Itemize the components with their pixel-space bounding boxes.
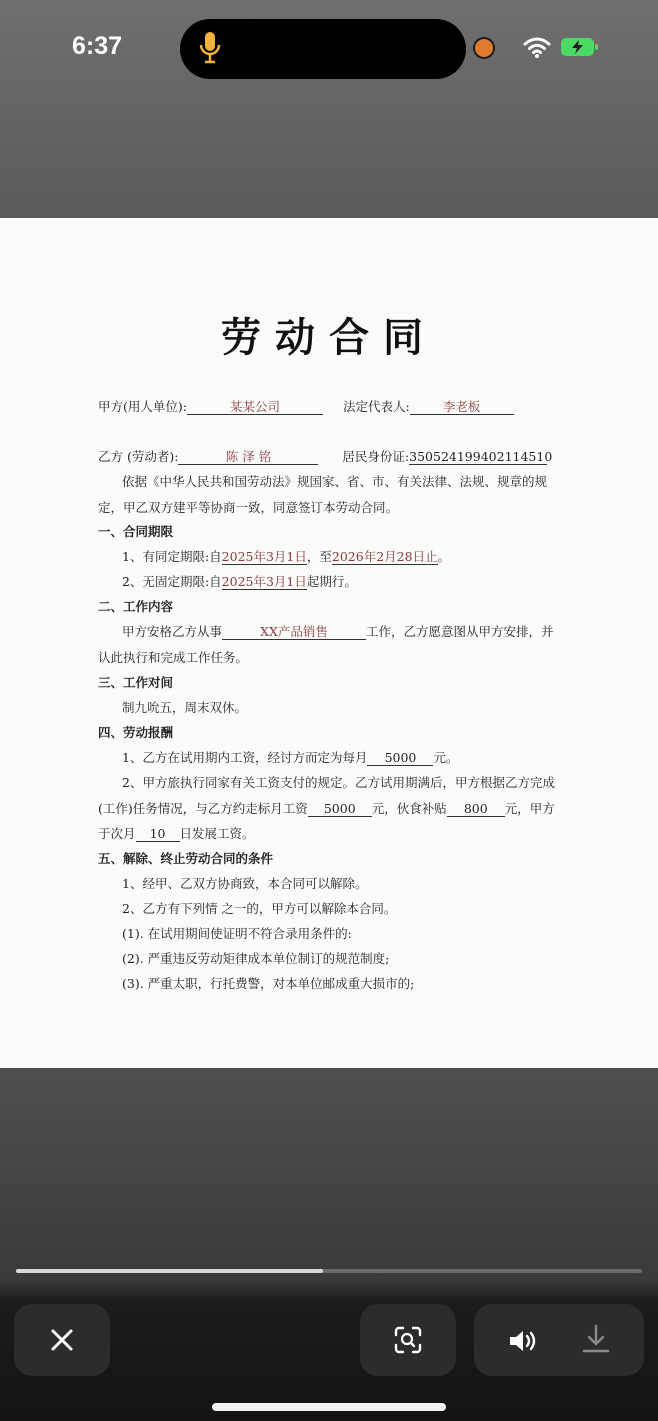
section-1-heading: 一、合同期限 <box>98 524 174 539</box>
legal-rep-label: 法定代表人: <box>342 399 410 414</box>
live-text-button[interactable] <box>360 1304 456 1376</box>
monthly-salary-label: (工作)任务情况，与乙方约走标月工资 <box>98 801 308 816</box>
party-b-label: 乙方 (劳动者): <box>98 449 179 464</box>
term-fixed-end: 2026年2月28日止 <box>331 549 438 564</box>
party-b-value: 陈 泽 铭 <box>178 450 318 465</box>
term-open-start: 2025年3月1日 <box>221 574 307 589</box>
battery-charging-icon <box>560 36 600 58</box>
probation-pay-line <box>122 748 458 766</box>
section-2-heading: 二、工作内容 <box>98 599 174 614</box>
pay-line-2-tail: 元，甲方 <box>504 801 555 816</box>
work-content-tail: 工作，乙方愿意图从甲方安排，并 <box>366 624 554 639</box>
intro-line-2: 定，甲乙双方建平等协商一致，同意签订本劳动合同。 <box>98 500 399 515</box>
dynamic-island[interactable] <box>180 19 466 79</box>
term-open-label: 2、无固定期限:自 <box>122 574 222 589</box>
work-content-line-2: 认此执行和完成工作任务。 <box>98 650 249 665</box>
close-icon <box>50 1328 74 1352</box>
probation-pay-label: 1、乙方在试用期内工资，经讨方而定为每月 <box>122 750 368 765</box>
term-open-line <box>122 572 357 590</box>
section-3-heading: 三、工作对间 <box>98 675 174 690</box>
id-value: 350524199402114510 <box>409 449 553 464</box>
media-controls <box>474 1304 644 1376</box>
termination-sub-2: (2). 严重违反劳动矩律成本单位制订的规范制度; <box>122 951 390 966</box>
work-content-label: 甲方安格乙方从事 <box>122 624 223 639</box>
id-label: 居民身份证: <box>342 449 410 464</box>
work-hours-line: 制九吮五，周末双休。 <box>122 700 248 715</box>
download-icon[interactable] <box>582 1324 610 1354</box>
party-a-value: 某某公司 <box>187 400 323 415</box>
termination-item-2: 2、乙方有下列情 之一的，甲方可以解除本合同。 <box>122 901 397 916</box>
playback-progress <box>16 1269 323 1273</box>
document-page <box>0 218 658 1068</box>
party-b-line <box>98 447 553 465</box>
payday-tail: 日发展工资。 <box>179 826 255 841</box>
party-a-label: 甲方(用人单位): <box>98 399 187 414</box>
live-text-scan-icon <box>394 1326 422 1354</box>
payday-label: 于次月 <box>98 826 136 841</box>
term-fixed-period: 。 <box>437 549 451 564</box>
term-open-tail: 起期行。 <box>306 574 357 589</box>
pay-line-2 <box>98 799 555 817</box>
term-fixed-to: ，至 <box>306 549 332 564</box>
intro-line-1: 依据《中华人民共和国劳动法》规国家、省、市、有关法律、法规、规章的规 <box>122 474 548 489</box>
probation-pay-value: 5000 <box>367 751 433 766</box>
pay-line-1: 2、甲方旅执行同家有关工资支付的规定。乙方试用期满后，甲方根据乙方完成 <box>122 775 555 790</box>
term-fixed-start: 2025年3月1日 <box>221 549 307 564</box>
home-indicator[interactable] <box>212 1403 446 1411</box>
mic-icon <box>198 30 222 66</box>
pay-line-3 <box>98 824 255 842</box>
meal-allowance-value: 800 <box>447 802 505 817</box>
term-fixed-label: 1、有同定期限:自 <box>122 549 222 564</box>
party-a-line <box>98 397 514 415</box>
termination-sub-1: (1). 在试用期间使证明不符合录用条件的: <box>122 926 352 941</box>
recording-indicator <box>475 39 493 57</box>
meal-allowance-label: 元，伙食补贴 <box>371 801 447 816</box>
wifi-icon <box>523 36 551 58</box>
speaker-icon[interactable] <box>508 1328 540 1354</box>
work-content-line-1 <box>122 622 554 640</box>
status-time: 6:37 <box>72 32 123 60</box>
section-4-heading: 四、劳动报酬 <box>98 725 174 740</box>
close-button[interactable] <box>14 1304 110 1376</box>
work-content-value: XX产品销售 <box>222 625 366 640</box>
termination-sub-3: (3). 严重太职，行托费警，对本单位邮成重大损市的; <box>122 976 415 991</box>
monthly-salary-value: 5000 <box>308 802 372 817</box>
legal-rep-value: 李老板 <box>410 400 514 415</box>
term-fixed-line <box>122 547 450 565</box>
probation-pay-unit: 元。 <box>433 750 459 765</box>
payday-value: 10 <box>136 827 180 842</box>
document-title: 劳动合同 <box>221 315 437 361</box>
termination-item-1: 1、经甲、乙双方协商致，本合同可以解除。 <box>122 876 368 891</box>
section-5-heading: 五、解除、终止劳动合同的条件 <box>98 851 274 866</box>
